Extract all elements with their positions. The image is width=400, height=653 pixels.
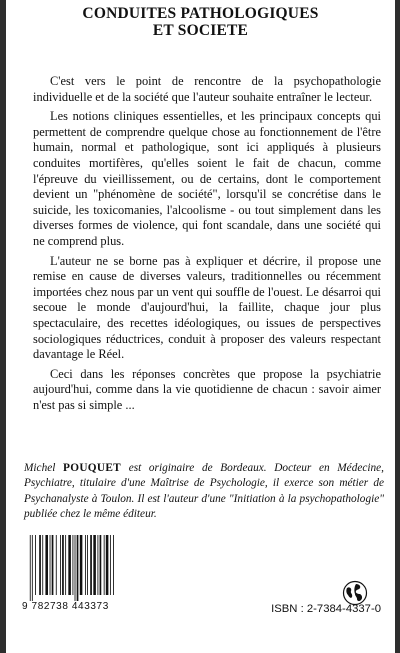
blurb-paragraph-1: C'est vers le point de rencontre de la psychopathologie individuelle et de la société que l'auteur souhaite entraîner le lecteur. <box>33 74 381 104</box>
author-bio <box>24 461 384 523</box>
blurb-paragraph-4: Ceci dans les réponses concrètes que propose la psychiatrie aujourd'hui, comme dans la vie quotidienne de chacun : savoir aimer n'est pas si simple ... <box>33 366 381 412</box>
back-cover <box>6 0 395 653</box>
title-line-1: CONDUITES PATHOLOGIQUES <box>82 5 319 22</box>
author-description: est originaire de Bordeaux. Docteur en Médecine, Psychiatre, titulaire d'une Maîtrise de Psychologie, il exerce son métier de Psychanalyste à Toulon. Il est l'auteur d'une "Initiation à la psychopathologie" publiée chez le même éditeur. <box>24 462 384 521</box>
isbn: ISBN : 2-7384-4337-0 <box>271 603 381 615</box>
book-title <box>6 5 395 39</box>
title-line-2: ET SOCIETE <box>152 22 249 39</box>
author-bio-text <box>24 461 384 523</box>
author-first-name: Michel <box>24 462 56 474</box>
author-surname: POUQUET <box>63 462 122 474</box>
barcode-block <box>22 535 117 615</box>
barcode-number: 9 782738 443373 <box>22 601 109 612</box>
blurb-paragraph-3: L'auteur ne se borne pas à expliquer et décrire, il propose une remise en cause de diverses valeurs, traditionnelles ou récemment importées chez nous par un vent qui souffle de l'ouest. Le désarroi qui secoue le monde d'aujourd'hui, la faillite, chaque jour plus spectaculaire, des recettes idéologiques, ou issues de perspectives sociologiques réductrices, conduit à proposer des valeurs respectant davantage le Réel. <box>33 253 381 362</box>
blurb <box>33 74 381 417</box>
barcode-icon <box>28 535 114 601</box>
blurb-paragraph-2: Les notions cliniques essentielles, et les principaux concepts qui permettent de comprendre quelque chose au fonctionnement de l'être humain, normal et pathologique, sont ici appliqués à plusieurs conduites mortifères, qu'elles soient le fait de chacun, comme l'épreuve du vieillissement, ou de certains, dont le comportement devient un "phénomène de société", lorsqu'il se concrétise dans le suicide, les toxicomanies, l'alcoolisme - ou tout simplement dans les diverses formes de violence, qui font scandale, dans une société qui ne comprend plus. <box>33 109 381 248</box>
